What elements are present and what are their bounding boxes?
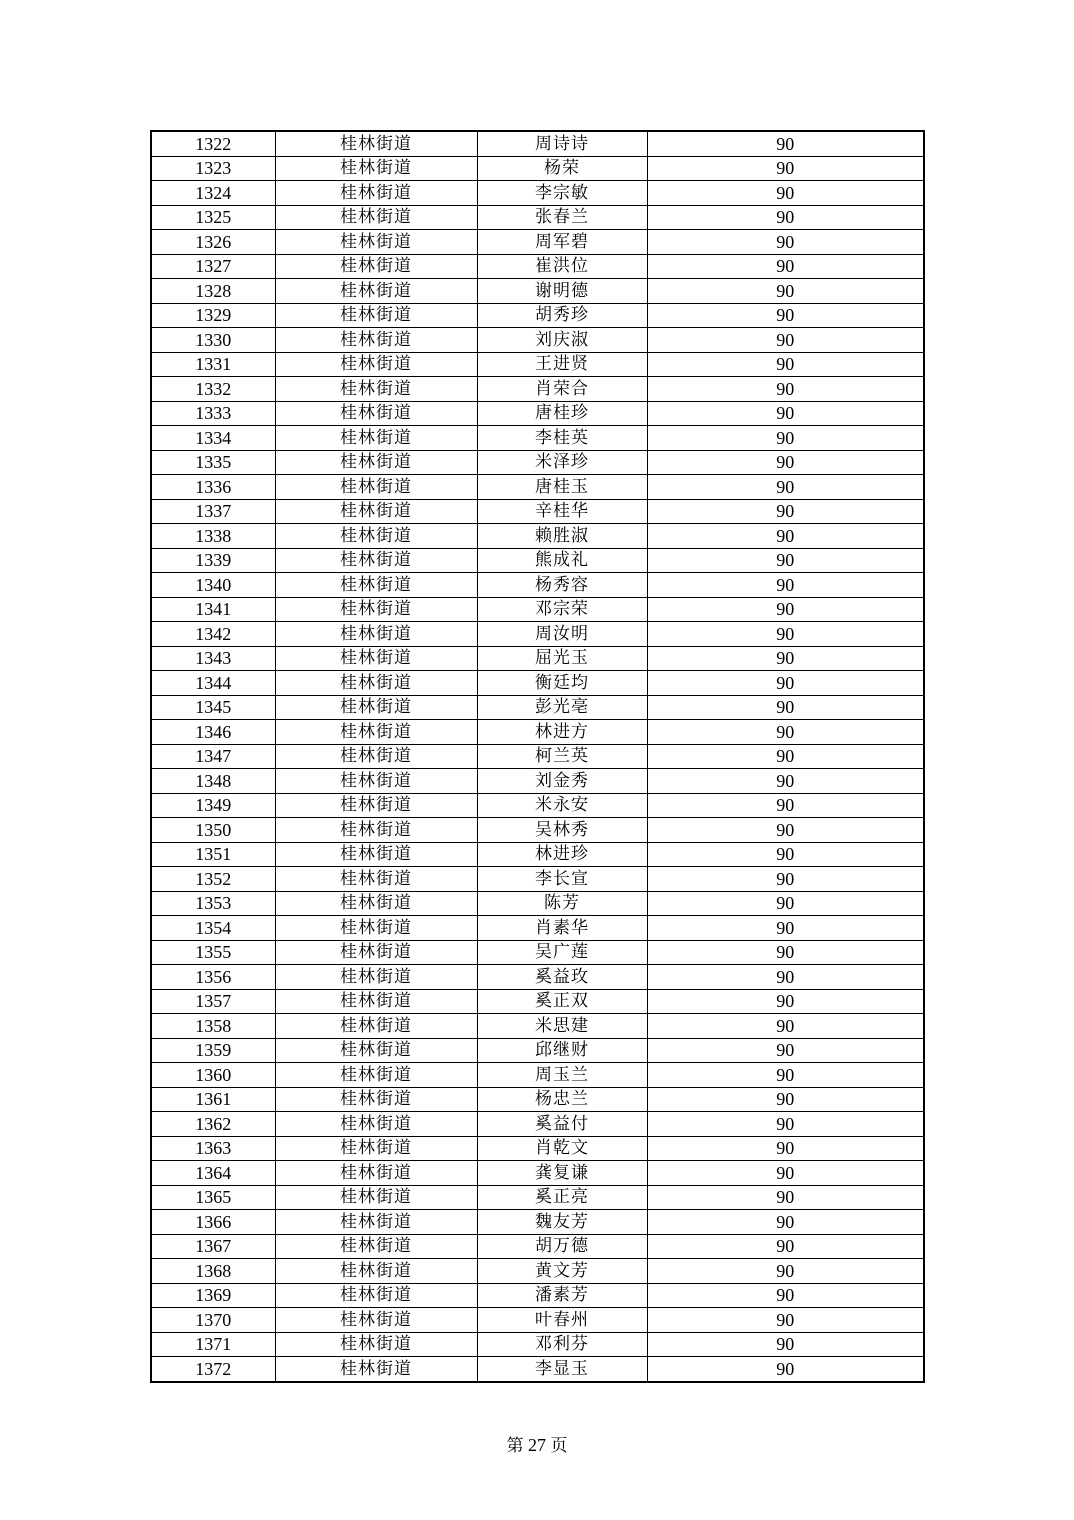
cell-amount: 90 [647,181,924,206]
table-body [151,131,924,1382]
cell-serial-number: 1332 [151,377,275,402]
cell-name: 谢明德 [477,279,647,304]
page-number-footer [0,1431,1074,1456]
cell-serial-number: 1336 [151,475,275,500]
cell-name: 张春兰 [477,205,647,230]
cell-amount: 90 [647,548,924,573]
cell-serial-number: 1347 [151,744,275,769]
cell-serial-number: 1331 [151,352,275,377]
cell-amount: 90 [647,475,924,500]
cell-name: 王进贤 [477,352,647,377]
cell-serial-number: 1359 [151,1038,275,1063]
cell-street: 桂林街道 [275,1161,477,1186]
cell-street: 桂林街道 [275,1112,477,1137]
table-row [151,548,924,573]
cell-serial-number: 1370 [151,1308,275,1333]
table-row [151,916,924,941]
cell-street: 桂林街道 [275,1210,477,1235]
table-row [151,622,924,647]
cell-street: 桂林街道 [275,548,477,573]
cell-amount: 90 [647,1161,924,1186]
table-row [151,499,924,524]
cell-amount: 90 [647,1210,924,1235]
cell-amount: 90 [647,1357,924,1382]
cell-amount: 90 [647,818,924,843]
cell-street: 桂林街道 [275,720,477,745]
table-row [151,1136,924,1161]
table-row [151,475,924,500]
cell-serial-number: 1329 [151,303,275,328]
cell-name: 杨秀容 [477,573,647,598]
cell-name: 周汝明 [477,622,647,647]
cell-name: 杨荣 [477,156,647,181]
cell-amount: 90 [647,279,924,304]
cell-amount: 90 [647,573,924,598]
cell-street: 桂林街道 [275,891,477,916]
cell-amount: 90 [647,744,924,769]
cell-name: 李长宣 [477,867,647,892]
cell-street: 桂林街道 [275,793,477,818]
cell-street: 桂林街道 [275,205,477,230]
cell-amount: 90 [647,720,924,745]
cell-name: 魏友芳 [477,1210,647,1235]
cell-name: 辛桂华 [477,499,647,524]
table-row [151,426,924,451]
cell-amount: 90 [647,671,924,696]
cell-serial-number: 1365 [151,1185,275,1210]
cell-serial-number: 1353 [151,891,275,916]
cell-amount: 90 [647,793,924,818]
cell-name: 唐桂珍 [477,401,647,426]
cell-street: 桂林街道 [275,303,477,328]
cell-serial-number: 1338 [151,524,275,549]
table-row [151,1283,924,1308]
cell-street: 桂林街道 [275,965,477,990]
cell-amount: 90 [647,1136,924,1161]
cell-amount: 90 [647,1308,924,1333]
cell-name: 肖荣合 [477,377,647,402]
cell-street: 桂林街道 [275,1038,477,1063]
cell-amount: 90 [647,131,924,156]
beneficiary-table [150,130,925,1383]
cell-serial-number: 1348 [151,769,275,794]
cell-amount: 90 [647,940,924,965]
cell-serial-number: 1362 [151,1112,275,1137]
cell-amount: 90 [647,597,924,622]
cell-amount: 90 [647,695,924,720]
cell-name: 肖素华 [477,916,647,941]
cell-amount: 90 [647,916,924,941]
cell-name: 崔洪位 [477,254,647,279]
table-row [151,524,924,549]
cell-serial-number: 1322 [151,131,275,156]
cell-serial-number: 1325 [151,205,275,230]
cell-amount: 90 [647,1234,924,1259]
cell-name: 奚正亮 [477,1185,647,1210]
cell-street: 桂林街道 [275,818,477,843]
cell-amount: 90 [647,401,924,426]
cell-street: 桂林街道 [275,1185,477,1210]
table-row [151,842,924,867]
table-row [151,1063,924,1088]
table-row [151,279,924,304]
cell-serial-number: 1328 [151,279,275,304]
cell-name: 周诗诗 [477,131,647,156]
cell-name: 米思建 [477,1014,647,1039]
table-row [151,1112,924,1137]
cell-street: 桂林街道 [275,499,477,524]
cell-name: 李桂英 [477,426,647,451]
cell-street: 桂林街道 [275,940,477,965]
table-row [151,720,924,745]
cell-serial-number: 1333 [151,401,275,426]
cell-street: 桂林街道 [275,450,477,475]
cell-name: 胡万德 [477,1234,647,1259]
cell-serial-number: 1354 [151,916,275,941]
table-row [151,1357,924,1382]
table-row [151,181,924,206]
cell-amount: 90 [647,524,924,549]
page-number: 27 [528,1435,546,1455]
cell-serial-number: 1345 [151,695,275,720]
cell-street: 桂林街道 [275,1259,477,1284]
cell-serial-number: 1343 [151,646,275,671]
cell-name: 龚复谦 [477,1161,647,1186]
cell-amount: 90 [647,1063,924,1088]
cell-serial-number: 1330 [151,328,275,353]
cell-serial-number: 1363 [151,1136,275,1161]
cell-street: 桂林街道 [275,646,477,671]
table-row [151,254,924,279]
cell-amount: 90 [647,426,924,451]
cell-street: 桂林街道 [275,377,477,402]
table-row [151,205,924,230]
table-row [151,671,924,696]
cell-name: 邓宗荣 [477,597,647,622]
cell-serial-number: 1339 [151,548,275,573]
cell-street: 桂林街道 [275,1332,477,1357]
cell-serial-number: 1327 [151,254,275,279]
table-row [151,328,924,353]
table-row [151,695,924,720]
cell-name: 李宗敏 [477,181,647,206]
cell-amount: 90 [647,254,924,279]
cell-street: 桂林街道 [275,475,477,500]
cell-name: 周玉兰 [477,1063,647,1088]
cell-name: 米泽珍 [477,450,647,475]
cell-amount: 90 [647,646,924,671]
cell-amount: 90 [647,303,924,328]
table-row [151,401,924,426]
cell-serial-number: 1323 [151,156,275,181]
cell-serial-number: 1367 [151,1234,275,1259]
cell-serial-number: 1341 [151,597,275,622]
cell-amount: 90 [647,842,924,867]
cell-amount: 90 [647,1185,924,1210]
cell-street: 桂林街道 [275,1234,477,1259]
table-row [151,450,924,475]
cell-name: 奚益玫 [477,965,647,990]
cell-amount: 90 [647,1259,924,1284]
cell-serial-number: 1350 [151,818,275,843]
cell-serial-number: 1361 [151,1087,275,1112]
cell-street: 桂林街道 [275,867,477,892]
cell-serial-number: 1342 [151,622,275,647]
cell-serial-number: 1344 [151,671,275,696]
table-row [151,597,924,622]
cell-name: 赖胜淑 [477,524,647,549]
table-row [151,769,924,794]
cell-serial-number: 1372 [151,1357,275,1382]
cell-street: 桂林街道 [275,1014,477,1039]
cell-name: 屈光玉 [477,646,647,671]
cell-street: 桂林街道 [275,769,477,794]
table-row [151,1161,924,1186]
cell-name: 吴林秀 [477,818,647,843]
cell-street: 桂林街道 [275,597,477,622]
cell-serial-number: 1356 [151,965,275,990]
cell-serial-number: 1364 [151,1161,275,1186]
table-row [151,377,924,402]
cell-amount: 90 [647,328,924,353]
cell-name: 胡秀珍 [477,303,647,328]
table-row [151,891,924,916]
cell-serial-number: 1368 [151,1259,275,1284]
cell-street: 桂林街道 [275,1063,477,1088]
cell-street: 桂林街道 [275,1308,477,1333]
cell-amount: 90 [647,377,924,402]
cell-street: 桂林街道 [275,622,477,647]
cell-name: 林进方 [477,720,647,745]
table-row [151,940,924,965]
table-row [151,1234,924,1259]
table-row [151,131,924,156]
cell-street: 桂林街道 [275,695,477,720]
cell-name: 叶春州 [477,1308,647,1333]
table-row [151,989,924,1014]
cell-serial-number: 1352 [151,867,275,892]
cell-name: 奚正双 [477,989,647,1014]
cell-street: 桂林街道 [275,1087,477,1112]
table-row [151,1210,924,1235]
cell-amount: 90 [647,352,924,377]
cell-street: 桂林街道 [275,352,477,377]
cell-amount: 90 [647,450,924,475]
cell-street: 桂林街道 [275,279,477,304]
cell-street: 桂林街道 [275,230,477,255]
table-row [151,867,924,892]
cell-name: 唐桂玉 [477,475,647,500]
cell-street: 桂林街道 [275,401,477,426]
cell-street: 桂林街道 [275,916,477,941]
cell-amount: 90 [647,1038,924,1063]
page-prefix: 第 [506,1436,524,1456]
cell-street: 桂林街道 [275,156,477,181]
cell-name: 彭光亳 [477,695,647,720]
cell-serial-number: 1366 [151,1210,275,1235]
cell-name: 林进珍 [477,842,647,867]
cell-amount: 90 [647,499,924,524]
cell-serial-number: 1371 [151,1332,275,1357]
cell-street: 桂林街道 [275,254,477,279]
cell-name: 柯兰英 [477,744,647,769]
cell-serial-number: 1337 [151,499,275,524]
table-row [151,1332,924,1357]
cell-serial-number: 1326 [151,230,275,255]
cell-name: 刘金秀 [477,769,647,794]
table-row [151,230,924,255]
cell-serial-number: 1324 [151,181,275,206]
cell-amount: 90 [647,1112,924,1137]
cell-street: 桂林街道 [275,524,477,549]
cell-street: 桂林街道 [275,1283,477,1308]
cell-name: 肖乾文 [477,1136,647,1161]
table-row [151,156,924,181]
cell-serial-number: 1335 [151,450,275,475]
cell-street: 桂林街道 [275,328,477,353]
table-row [151,1185,924,1210]
cell-amount: 90 [647,891,924,916]
cell-amount: 90 [647,1332,924,1357]
cell-name: 黄文芳 [477,1259,647,1284]
cell-amount: 90 [647,1087,924,1112]
table-row [151,646,924,671]
cell-name: 吴广莲 [477,940,647,965]
cell-name: 周军碧 [477,230,647,255]
cell-serial-number: 1340 [151,573,275,598]
cell-amount: 90 [647,989,924,1014]
cell-name: 熊成礼 [477,548,647,573]
table-row [151,818,924,843]
table-row [151,793,924,818]
cell-amount: 90 [647,867,924,892]
cell-street: 桂林街道 [275,1136,477,1161]
cell-amount: 90 [647,965,924,990]
cell-name: 陈芳 [477,891,647,916]
cell-street: 桂林街道 [275,131,477,156]
table-row [151,965,924,990]
cell-street: 桂林街道 [275,181,477,206]
cell-name: 衡廷均 [477,671,647,696]
cell-serial-number: 1369 [151,1283,275,1308]
table-row [151,1014,924,1039]
cell-name: 奚益付 [477,1112,647,1137]
cell-name: 米永安 [477,793,647,818]
cell-street: 桂林街道 [275,573,477,598]
cell-amount: 90 [647,622,924,647]
cell-amount: 90 [647,156,924,181]
cell-name: 邱继财 [477,1038,647,1063]
table-row [151,303,924,328]
cell-serial-number: 1349 [151,793,275,818]
table-row [151,573,924,598]
cell-street: 桂林街道 [275,671,477,696]
table-row [151,1259,924,1284]
cell-serial-number: 1357 [151,989,275,1014]
page-suffix: 页 [550,1436,568,1456]
cell-serial-number: 1355 [151,940,275,965]
cell-street: 桂林街道 [275,989,477,1014]
cell-serial-number: 1360 [151,1063,275,1088]
table-row [151,352,924,377]
cell-name: 李显玉 [477,1357,647,1382]
cell-serial-number: 1351 [151,842,275,867]
cell-amount: 90 [647,205,924,230]
cell-street: 桂林街道 [275,744,477,769]
cell-serial-number: 1346 [151,720,275,745]
cell-serial-number: 1358 [151,1014,275,1039]
cell-amount: 90 [647,1283,924,1308]
cell-amount: 90 [647,769,924,794]
table-row [151,1087,924,1112]
cell-name: 刘庆淑 [477,328,647,353]
table-row [151,1038,924,1063]
cell-amount: 90 [647,1014,924,1039]
cell-name: 邓利芬 [477,1332,647,1357]
cell-street: 桂林街道 [275,426,477,451]
cell-street: 桂林街道 [275,842,477,867]
cell-name: 潘素芳 [477,1283,647,1308]
cell-name: 杨忠兰 [477,1087,647,1112]
table-row [151,1308,924,1333]
cell-amount: 90 [647,230,924,255]
cell-street: 桂林街道 [275,1357,477,1382]
cell-serial-number: 1334 [151,426,275,451]
table-row [151,744,924,769]
